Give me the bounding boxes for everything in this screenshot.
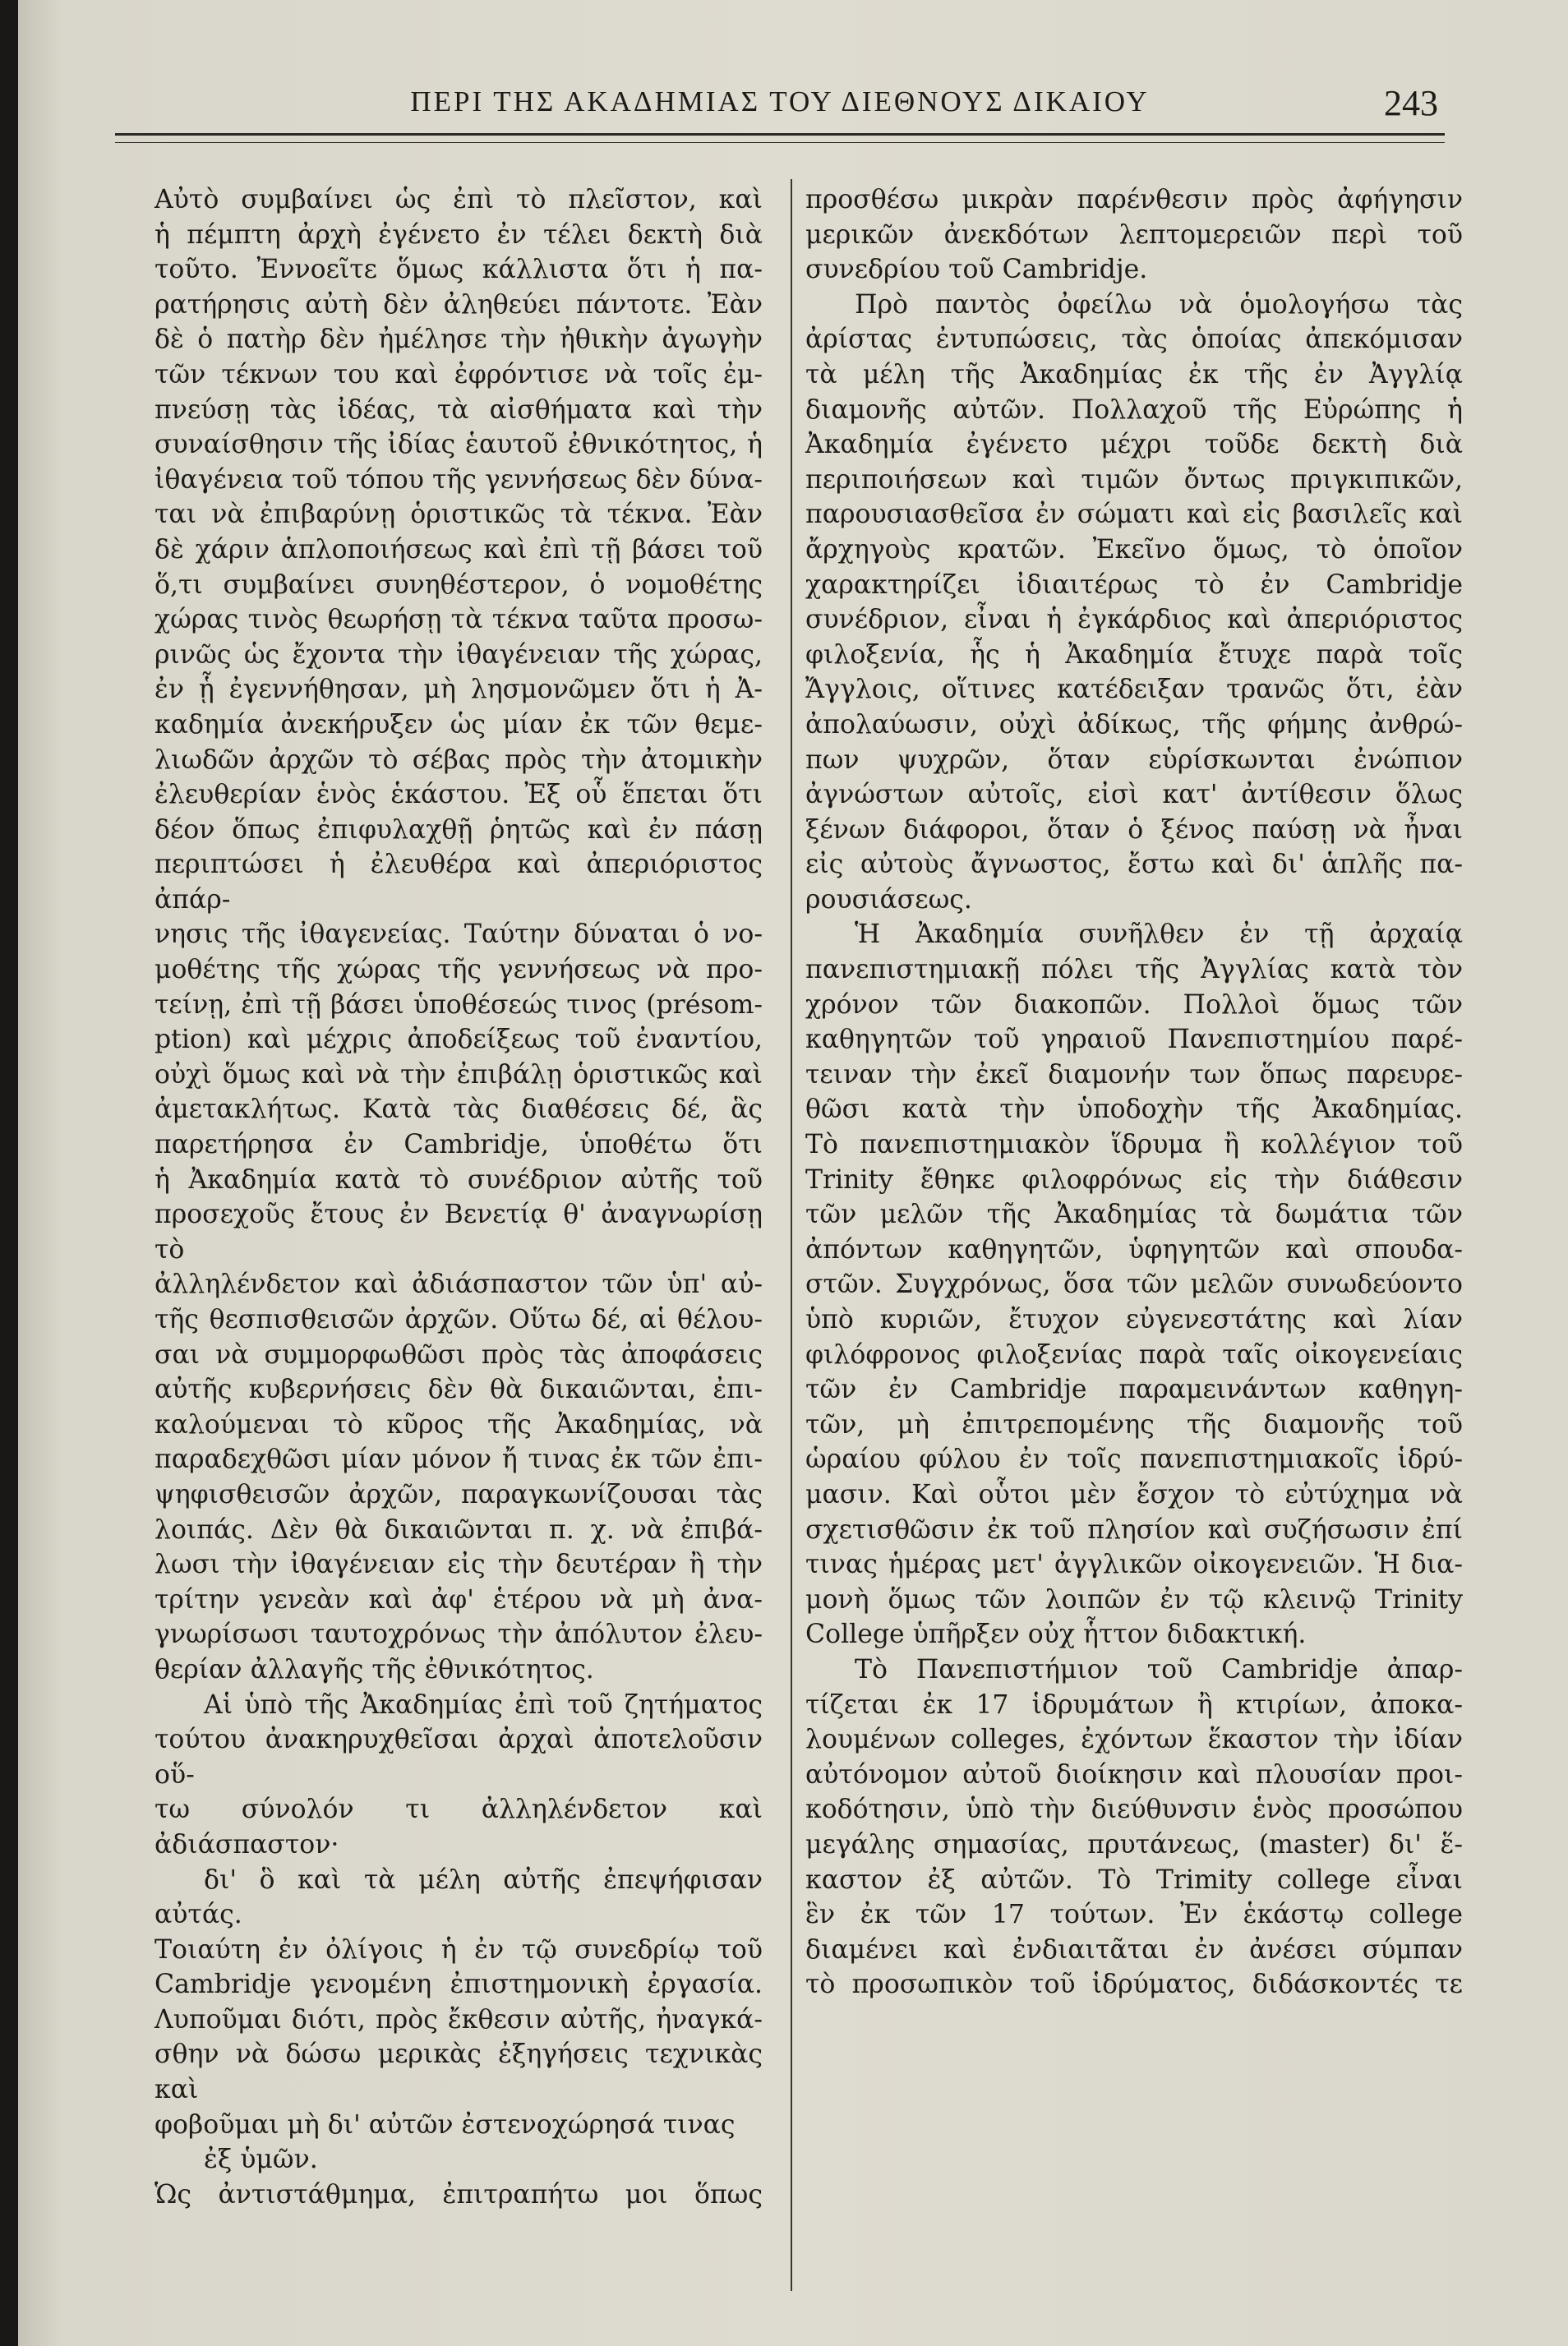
text-line: τῶν, μὴ ἐπιτρεπομένης τῆς διαμονῆς τοῦ	[805, 1409, 1463, 1440]
text-line: νησις τῆς ἰθαγενείας. Ταύτην δύναται ὁ νο-	[154, 920, 763, 950]
text-line: σθην νὰ δώσω μερικὰς ἐξηγήσεις τεχνικὰς καὶ	[154, 2039, 763, 2105]
text-line: ἰθαγένεια τοῦ τόπου τῆς γεννήσεως δὲν δύνα-	[154, 464, 763, 495]
text-line: Trinity ἔθηκε φιλοφρόνως εἰς τὴν διάθεσιν	[805, 1164, 1463, 1195]
text-line: συνεδρίου τοῦ Cambridje.	[805, 255, 1148, 285]
text-line: ψηφισθεισῶν ἀρχῶν, παραγκωνίζουσαι τὰς	[154, 1479, 763, 1509]
text-line: ρουσιάσεως.	[805, 884, 972, 915]
text-line: φιλόφρονος φιλοξενίας παρὰ ταῖς οἰκογενείαις	[805, 1339, 1463, 1370]
text-line: ἐλευθερίαν ἑνὸς ἑκάστου. Ἐξ οὗ ἕπεται ὅτι	[154, 780, 763, 810]
text-line: χώρας τινὸς θεωρήσῃ τὰ τέκνα ταῦτα προσω-	[154, 605, 763, 635]
text-line: συναίσθησιν τῆς ἰδίας ἑαυτοῦ ἐθνικότητος, ἡ	[154, 430, 763, 460]
text-line: τίζεται ἐκ 17 ἱδρυμάτων ἢ κτιρίων, ἀποκα-	[805, 1689, 1463, 1720]
text-line: χαρακτηρίζει ἰδιαιτέρως τὸ ἐν Cambridje	[805, 569, 1463, 600]
text-line: ἀπόντων καθηγητῶν, ὑφηγητῶν καὶ σπουδα-	[805, 1234, 1463, 1265]
text-line: σχετισθῶσιν ἐκ τοῦ πλησίον καὶ συζήσωσιν ἐπί	[805, 1514, 1463, 1545]
text-line: τινας ἡμέρας μετ' ἀγγλικῶν οἰκογενειῶν. Ἡ δια-	[805, 1550, 1463, 1580]
text-line: τειναν τὴν ἐκεῖ διαμονήν των ὅπως παρευρε-	[805, 1059, 1463, 1090]
text-line: γνωρίσωσι ταυτοχρόνως τὴν ἀπόλυτον ἐλευ-	[154, 1620, 763, 1650]
text-line: οὐχὶ ὅμως καὶ νὰ τὴν ἐπιβάλῃ ὁριστικῶς καὶ	[154, 1059, 763, 1090]
text-line: Αἱ ὑπὸ τῆς Ἀκαδημίας ἐπὶ τοῦ ζητήματος	[204, 1689, 763, 1720]
text-line: δὲ ὁ πατὴρ δὲν ἠμέλησε τὴν ἠθικὴν ἀγωγὴν	[154, 325, 763, 355]
text-line: ἐν ᾗ ἐγεννήθησαν, μὴ λησμονῶμεν ὅτι ἡ Ἀ-	[154, 675, 763, 705]
text-line: παραδεχθῶσι μίαν μόνον ἤ τινας ἐκ τῶν ἐπι-	[154, 1445, 763, 1475]
text-line: αὐτῆς κυβερνήσεις δὲν θὰ δικαιῶνται, ἐπι-	[154, 1375, 763, 1405]
text-line: ἄρχηγοὺς κρατῶν. Ἐκεῖνο ὅμως, τὸ ὁποῖον	[805, 534, 1463, 565]
left-text-column	[154, 182, 763, 2212]
text-line: προσθέσω μικρὰν παρένθεσιν πρὸς ἀφήγησιν	[805, 185, 1463, 214]
text-line: προσεχοῦς ἔτους ἐν Βενετίᾳ θ' ἀναγνωρίσῃ τὸ	[154, 1200, 763, 1265]
page-number: 243	[1384, 83, 1438, 123]
text-line: πνεύσῃ τὰς ἰδέας, τὰ αἰσθήματα καὶ τὴν	[154, 394, 763, 425]
text-line: τω σύνολόν τι ἀλληλένδετον καὶ ἀδιάσπαστον·	[154, 1795, 763, 1860]
text-line: πανεπιστημιακῇ πόλει τῆς Ἀγγλίας κατὰ τὸν	[805, 955, 1463, 985]
text-line: καθηγητῶν τοῦ γηραιοῦ Πανεπιστημίου παρέ-	[805, 1025, 1463, 1055]
column-divider	[791, 179, 792, 2291]
text-line: Ἀκαδημία ἐγένετο μέχρι τοῦδε δεκτὴ διὰ	[805, 430, 1463, 460]
text-line: ἓν ἐκ τῶν 17 τούτων. Ἐν ἑκάστῳ college	[805, 1900, 1463, 1930]
text-line: μεγάλης σημασίας, πρυτάνεως, (master) δι' ἕ-	[805, 1829, 1463, 1860]
text-line: ται νὰ ἐπιβαρύνῃ ὁριστικῶς τὰ τέκνα. Ἐὰν	[154, 500, 763, 530]
text-line: τῶν μελῶν τῆς Ἀκαδημίας τὰ δωμάτια τῶν	[805, 1200, 1463, 1230]
text-line: ption) καὶ μέχρις ἀποδείξεως τοῦ ἐναντίου,	[154, 1025, 763, 1055]
text-line: Τοιαύτη ἐν ὀλίγοις ἡ ἐν τῷ συνεδρίῳ τοῦ	[154, 1934, 763, 1965]
text-line: φιλοξενία, ἧς ἡ Ἀκαδημία ἔτυχε παρὰ τοῖς	[805, 639, 1463, 670]
text-line: αὐτόνομον αὐτοῦ διοίκησιν καὶ πλουσίαν προι-	[805, 1759, 1463, 1790]
text-line: ἡ πέμπτη ἀρχὴ ἐγένετο ἐν τέλει δεκτὴ διὰ	[154, 219, 763, 250]
text-line: ἐξ ὑμῶν.	[204, 2145, 318, 2175]
text-line: στῶν. Συγχρόνως, ὅσα τῶν μελῶν συνωδεύοντο	[805, 1270, 1463, 1300]
text-line: πων ψυχρῶν, ὅταν εὑρίσκωνται ἐνώπιον	[805, 744, 1463, 775]
text-line: λωσι τὴν ἰθαγένειαν εἰς τὴν δευτέραν ἢ τὴν	[154, 1550, 763, 1580]
text-line: λιωδῶν ἀρχῶν τὸ σέβας πρὸς τὴν ἀτομικὴν	[154, 744, 763, 775]
text-line: χρόνον τῶν διακοπῶν. Πολλοὶ ὅμως τῶν	[805, 989, 1463, 1020]
text-line: Τὸ Πανεπιστήμιον τοῦ Cambridje ἀπαρ-	[855, 1654, 1463, 1685]
text-line: Αὐτὸ συμβαίνει ὡς ἐπὶ τὸ πλεῖστον, καὶ	[154, 185, 763, 214]
text-line: τὸ προσωπικὸν τοῦ ἱδρύματος, διδάσκοντές τε	[805, 1970, 1463, 2000]
text-line: περιποιήσεων καὶ τιμῶν ὄντως πριγκιπικῶν,	[805, 464, 1463, 495]
text-line: ὑπὸ κυριῶν, ἔτυχον εὐγενεστάτης καὶ λίαν	[805, 1305, 1463, 1334]
text-line: τὰ μέλη τῆς Ἀκαδημίας ἐκ τῆς ἐν Ἀγγλίᾳ	[805, 359, 1463, 389]
text-line: δι' ὃ καὶ τὰ μέλη αὐτῆς ἐπεψήφισαν αὐτάς.	[154, 1864, 763, 1930]
text-line: τρίτην γενεὰν καὶ ἀφ' ἑτέρου νὰ μὴ ἀνα-	[154, 1584, 763, 1615]
text-line: λοιπάς. Δὲν θὰ δικαιῶνται π. χ. νὰ ἐπιβά-	[154, 1514, 763, 1545]
text-line: ἀπολαύωσιν, οὐχὶ ἀδίκως, τῆς φήμης ἀνθρώ-	[805, 709, 1463, 740]
text-line: ἀλληλένδετον καὶ ἀδιάσπαστον τῶν ὑπ' αὐ-	[154, 1270, 763, 1300]
text-line: παρετήρησα ἐν Cambridje, ὑποθέτω ὅτι	[154, 1130, 763, 1160]
text-line: Cambridje γενομένη ἐπιστημονικὴ ἐργασία.	[154, 1970, 763, 2000]
running-title: ΠΕΡΙ ΤΗΣ ΑΚΑΔΗΜΙΑΣ ΤΟΥ ΔΙΕΘΝΟΥΣ ΔΙΚΑΙΟΥ	[410, 85, 1150, 118]
text-line: ἀμετακλήτως. Κατὰ τὰς διαθέσεις δέ, ἃς	[154, 1095, 763, 1125]
text-line: ὡραίου φύλου ἐν τοῖς πανεπιστημιακοῖς ἱδρύ-	[805, 1445, 1463, 1475]
text-line: τείνῃ, ἐπὶ τῇ βάσει ὑποθέσεώς τινος (présom-	[154, 989, 763, 1020]
text-line: καστον ἐξ αὐτῶν. Τὸ Trimity college εἶναι	[805, 1864, 1463, 1895]
text-line: δέον ὅπως ἐπιφυλαχθῇ ῥητῶς καὶ ἐν πάσῃ	[154, 814, 763, 845]
text-line: τῶν τέκνων του καὶ ἐφρόντισε νὰ τοῖς ἐμ-	[154, 359, 763, 389]
text-line: μονὴ ὅμως τῶν λοιπῶν ἐν τῷ κλεινῷ Trinity	[805, 1584, 1463, 1615]
text-line: ρατήρησις αὐτὴ δὲν ἀληθεύει πάντοτε. Ἐὰν	[154, 289, 763, 320]
text-line: εἰς αὐτοὺς ἄγνωστος, ἔστω καὶ δι' ἁπλῆς πα-	[805, 850, 1463, 880]
text-line: κοδότησιν, ὑπὸ τὴν διεύθυνσιν ἑνὸς προσώπου	[805, 1795, 1463, 1825]
text-line: Ἡ Ἀκαδημία συνῆλθεν ἐν τῇ ἀρχαίᾳ	[855, 920, 1463, 950]
text-line: Ὡς ἀντιστάθμημα, ἐπιτραπήτω μοι ὅπως	[154, 2179, 763, 2210]
text-line: συνέδριον, εἶναι ἡ ἐγκάρδιος καὶ ἀπεριόριστος	[805, 605, 1463, 635]
text-line: ὅ,τι συμβαίνει συνηθέστερον, ὁ νομοθέτης	[154, 569, 763, 600]
text-line: τῆς θεσπισθεισῶν ἀρχῶν. Οὕτω δέ, αἱ θέλου-	[154, 1305, 763, 1334]
text-line: ἡ Ἀκαδημία κατὰ τὸ συνέδριον αὐτῆς τοῦ	[154, 1164, 763, 1195]
text-line: ἀρίστας ἐντυπώσεις, τὰς ὁποίας ἀπεκόμισαν	[805, 325, 1463, 355]
text-line: θῶσι κατὰ τὴν ὑποδοχὴν τῆς Ἀκαδημίας.	[805, 1095, 1463, 1125]
text-line: λουμένων colleges, ἐχόντων ἕκαστον τὴν ἰδίαν	[805, 1725, 1463, 1755]
text-line: μοθέτης τῆς χώρας τῆς γεννήσεως νὰ προ-	[154, 955, 763, 985]
text-line: μερικῶν ἀνεκδότων λεπτομερειῶν περὶ τοῦ	[805, 219, 1463, 250]
text-line: μασιν. Καὶ οὗτοι μὲν ἔσχον τὸ εὐτύχημα νὰ	[805, 1479, 1463, 1509]
text-line: διαμονῆς αὐτῶν. Πολλαχοῦ τῆς Εὐρώπης ἡ	[805, 394, 1463, 425]
text-line: ἀγνώστων αὐτοῖς, εἰσὶ κατ' ἀντίθεσιν ὅλως	[805, 780, 1463, 810]
text-line: Λυποῦμαι διότι, πρὸς ἔκθεσιν αὐτῆς, ἠναγκά-	[154, 2004, 763, 2035]
text-line: ξένων διάφοροι, ὅταν ὁ ξένος παύσῃ νὰ ἦναι	[805, 814, 1463, 845]
text-line: College ὑπῆρξεν οὐχ ἧττον διδακτική.	[805, 1620, 1307, 1650]
right-text-column	[805, 182, 1463, 2003]
text-line: θερίαν ἀλλαγῆς τῆς ἐθνικότητος.	[154, 1654, 594, 1685]
text-line: Πρὸ παντὸς ὀφείλω νὰ ὁμολογήσω τὰς	[855, 289, 1463, 320]
text-line: τούτου ἀνακηρυχθεῖσαι ἀρχαὶ ἀποτελοῦσιν οὕ-	[154, 1725, 763, 1790]
text-line: σαι νὰ συμμορφωθῶσι πρὸς τὰς ἀποφάσεις	[154, 1339, 763, 1370]
header-rule	[115, 133, 1445, 136]
text-line: τῶν ἐν Cambridje παραμεινάντων καθηγη-	[805, 1375, 1463, 1405]
text-line: Ἄγγλοις, οἵτινες κατέδειξαν τρανῶς ὅτι, ἐὰν	[805, 675, 1463, 705]
header-rule-thin	[115, 142, 1445, 143]
running-head	[115, 85, 1445, 135]
text-line: περιπτώσει ἡ ἐλευθέρα καὶ ἀπεριόριστος ἀπάρ-	[154, 850, 763, 915]
text-line: παρουσιασθεῖσα ἐν σώματι καὶ εἰς βασιλεῖς καὶ	[805, 500, 1463, 530]
text-line: διαμένει καὶ ἐνδιαιτᾶται ἐν ἀνέσει σύμπαν	[805, 1934, 1463, 1965]
text-line: ρινῶς ὡς ἔχοντα τὴν ἰθαγένειαν τῆς χώρας,	[154, 639, 763, 670]
text-line: φοβοῦμαι μὴ δι' αὐτῶν ἐστενοχώρησά τινας	[154, 2109, 736, 2140]
book-binding-edge	[0, 0, 18, 2346]
text-line: καλούμεναι τὸ κῦρος τῆς Ἀκαδημίας, νὰ	[154, 1409, 763, 1440]
text-line: τοῦτο. Ἐννοεῖτε ὅμως κάλλιστα ὅτι ἡ πα-	[154, 255, 763, 285]
text-line: καδημία ἀνεκήρυξεν ὡς μίαν ἐκ τῶν θεμε-	[154, 709, 763, 740]
text-line: δὲ χάριν ἁπλοποιήσεως καὶ ἐπὶ τῇ βάσει τοῦ	[154, 534, 763, 565]
text-line: Τὸ πανεπιστημιακὸν ἵδρυμα ἢ κολλέγιον τοῦ	[805, 1130, 1463, 1160]
